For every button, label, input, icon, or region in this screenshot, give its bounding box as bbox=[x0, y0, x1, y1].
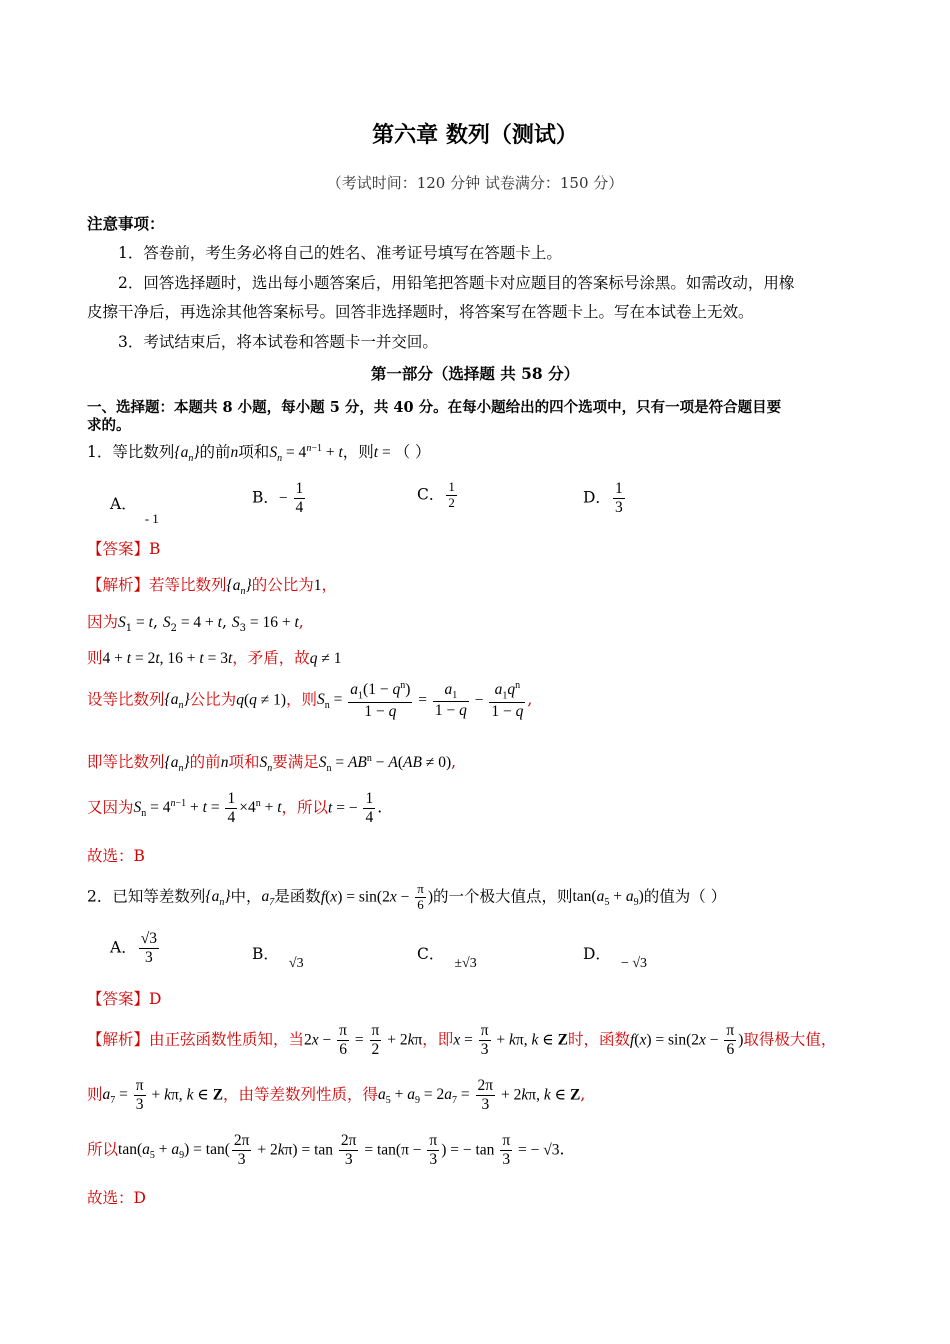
q1-answer: 【答案】B bbox=[87, 540, 161, 558]
q1-option-c[interactable]: C． $\frac{1}{2}$ bbox=[417, 479, 455, 510]
notice-item-1: 1．答卷前，考生务必将自己的姓名、准考证号填写在答题卡上。 bbox=[118, 244, 562, 262]
q1-explanation-5: 即等比数列$\{a_n\}$的前n项和$S_n$要满足$S_n = AB^n - A(AB \ne 0)$, bbox=[87, 752, 457, 775]
notice-item-3: 3．考试结束后，将本试卷和答题卡一并交回。 bbox=[118, 333, 438, 351]
q1-explanation-4: 设等比数列$\{a_n\}$公比为q(q ≠ 1)，则$S_n$ = $\frac{a_1(1 - q^n)}{1 - q}$ = $\frac{a_1}{1 - q}$ − $\frac{a_1q^n}{1 - q}$ , bbox=[87, 680, 533, 720]
q2-explanation-2: 则$a_7$ = $\frac{\pi}{3}$ + kπ, k ∈ Z，由等差数列性质，得$a_5 + a_9 = 2a_7$ = $\frac{2\pi}{3}$ + 2kπ, k ∈ Z, bbox=[87, 1077, 586, 1113]
q1-option-b[interactable]: B．− $\frac{1}{4}$ bbox=[252, 480, 304, 516]
q2-option-d[interactable]: D．− √3 bbox=[583, 945, 648, 971]
notice-heading: 注意事项： bbox=[87, 214, 165, 233]
q1-option-d[interactable]: D． $\frac{1}{3}$ bbox=[583, 480, 623, 516]
q1-explanation-6: 又因为$S_n = 4^{n-1} + t$ = $\frac{1}{4}$ $\times 4^n + t$，所以t = − $\frac{1}{4}$ . bbox=[87, 790, 383, 826]
q2-option-b[interactable]: B．√3 bbox=[252, 945, 304, 971]
q2-conclusion: 故选：D bbox=[87, 1189, 146, 1207]
q1-conclusion: 故选：B bbox=[87, 847, 145, 865]
notice-item-2a: 2．回答选择题时，选出每小题答案后，用铅笔把答题卡对应题目的答案标号涂黑。如需改动，用橡 bbox=[118, 274, 795, 292]
q1-explanation-1: 【解析】若等比数列$\{a_n\}$的公比为1， bbox=[87, 576, 337, 598]
q2-answer: 【答案】D bbox=[87, 990, 162, 1008]
q2-option-a[interactable]: A． $\frac{√3}{3}$ bbox=[110, 930, 157, 966]
exam-info: （考试时间：120 分钟 试卷满分：150 分） bbox=[326, 174, 624, 192]
part1-instructions-a: 一、选择题：本题共 8 小题，每小题 5 分，共 40 分。在每小题给出的四个选项中，只有一项是符合题目要 bbox=[87, 399, 782, 416]
q1-explanation-3: 则4 + t = 2t, 16 + t = 3t，矛盾，故q ≠ 1 bbox=[87, 649, 342, 667]
question-2-stem: 2．已知等差数列$\{a_n\}$中，$a_7$是函数f(x) = sin(2x − $\frac{\pi}{6}$ )的一个极大值点，则$\tan(a_5 + a_9)$的值为（ ） bbox=[87, 881, 727, 912]
q2-option-c[interactable]: C．±√3 bbox=[417, 945, 477, 971]
notice-item-2b: 皮擦干净后，再选涂其他答案标号。回答非选择题时，将答案写在答题卡上。写在本试卷上无效。 bbox=[87, 303, 754, 321]
page-title: 第六章 数列（测试） bbox=[372, 122, 578, 148]
q1-explanation-2: 因为$S_1 = t$, $S_2 = 4 + t$, $S_3 = 16 + t$, bbox=[87, 613, 304, 635]
q1-option-a[interactable]: A．$_{- 1}$ bbox=[110, 495, 159, 526]
q2-explanation-3: 所以$\tan(a_5 + a_9) = \tan$( $\frac{2\pi}{3}$ + 2kπ) = tan $\frac{2\pi}{3}$ = tan(π − $\frac{\pi}{3}$ ) = − tan $\frac{\pi}{3}$ = − √3. bbox=[87, 1132, 565, 1168]
part1-heading: 第一部分（选择题 共 58 分） bbox=[370, 364, 580, 383]
q2-explanation-1: 【解析】由正弦函数性质知，当2x − $\frac{\pi}{6}$ = $\frac{\pi}{2}$ + 2kπ，即x = $\frac{\pi}{3}$ + kπ, k ∈ Z时，函数f(x) = sin(2x − $\frac{\pi}{6}$ )取得极大值， bbox=[87, 1022, 837, 1058]
part1-instructions-b: 求的。 bbox=[87, 417, 131, 434]
question-1-stem: 1．等比数列$\{a_n\}$的前n项和$S_n = 4^{n-1} + t$，则t = （ ） bbox=[87, 442, 431, 465]
